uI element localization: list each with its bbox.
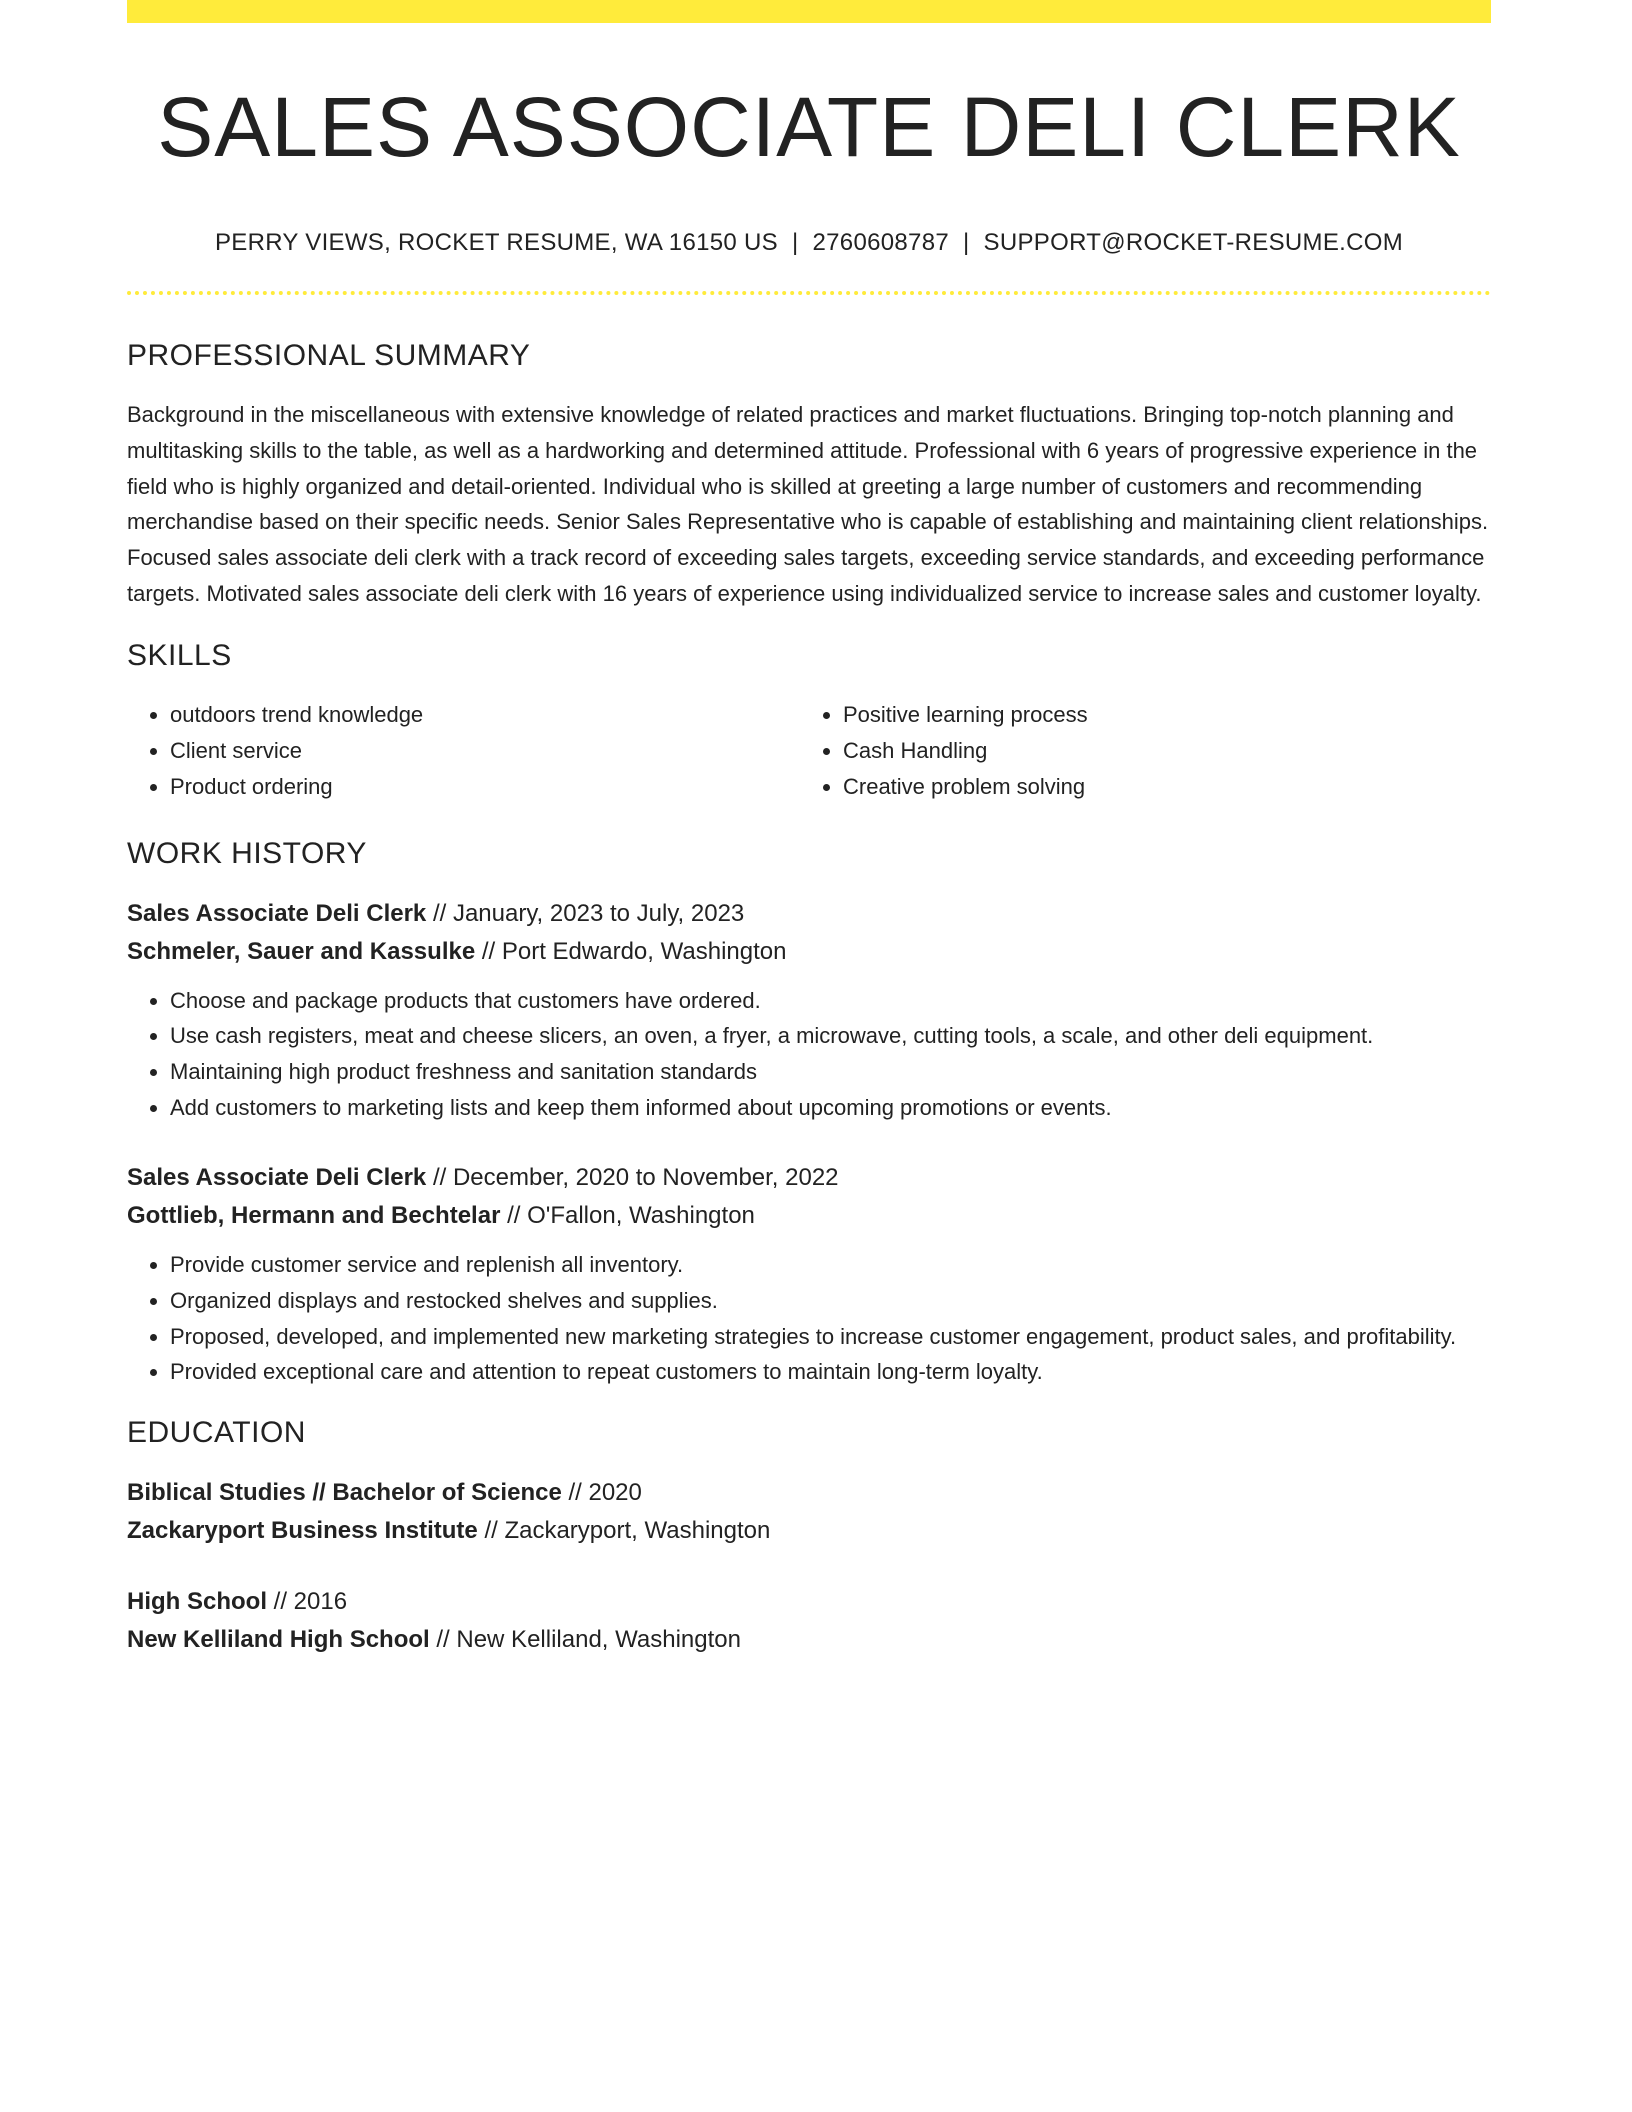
skill-item: • outdoors trend knowledge	[170, 697, 799, 733]
job-location: // Port Edwardo, Washington	[481, 937, 787, 965]
job-duty: • Choose and package products that customers have ordered.	[170, 983, 1491, 1019]
job-company: Schmeler, Sauer and Kassulke	[127, 937, 476, 965]
contact-email: SUPPORT@ROCKET-RESUME.COM	[983, 229, 1404, 257]
job-duty: • Provided exceptional care and attention to repeat customers to maintain long-term loyalty.	[170, 1354, 1491, 1390]
resume-page	[127, 0, 1491, 1659]
job-location: // O'Fallon, Washington	[507, 1202, 755, 1230]
contact-line	[127, 229, 1491, 257]
education-degree: High School	[127, 1588, 267, 1616]
skill-item: • Product ordering	[170, 769, 799, 805]
skill-item: • Client service	[170, 733, 799, 769]
job-duty: • Add customers to marketing lists and keep them informed about upcoming promotions or events.	[170, 1090, 1491, 1126]
skills-heading: SKILLS	[127, 639, 232, 673]
education-year: // 2016	[273, 1588, 348, 1616]
skills-list	[127, 697, 1491, 804]
job-duty: • Use cash registers, meat and cheese slicers, an oven, a fryer, a microwave, cutting tools, a scale, and other deli equipment.	[170, 1018, 1491, 1054]
education-location: // New Kelliland, Washington	[436, 1626, 741, 1654]
top-accent-bar	[127, 0, 1491, 23]
job-duty: • Provide customer service and replenish all inventory.	[170, 1247, 1491, 1283]
contact-address: PERRY VIEWS, ROCKET RESUME, WA 16150 US	[214, 229, 778, 257]
job-duties-list	[127, 983, 1491, 1126]
job-duty: • Proposed, developed, and implemented new marketing strategies to increase customer engagement, product sales, and profitability.	[170, 1319, 1491, 1355]
education-degree-line	[127, 1583, 1491, 1621]
education-heading: EDUCATION	[127, 1416, 306, 1450]
skills-column-right	[799, 697, 1472, 804]
education-degree: Biblical Studies // Bachelor of Science	[127, 1479, 562, 1507]
job-title-line	[127, 895, 1491, 933]
job-position: Sales Associate Deli Clerk	[127, 1164, 427, 1192]
skill-item: • Cash Handling	[843, 733, 1472, 769]
skill-item: • Positive learning process	[843, 697, 1472, 733]
education-year: // 2020	[568, 1479, 642, 1507]
education-school-line	[127, 1621, 1491, 1659]
skills-column-left	[127, 697, 799, 804]
job-title-line	[127, 1159, 1491, 1197]
dotted-divider	[127, 291, 1491, 295]
job-company-line	[127, 1197, 1491, 1235]
education-location: // Zackaryport, Washington	[484, 1517, 771, 1545]
education-school: Zackaryport Business Institute	[127, 1517, 478, 1545]
summary-heading: PROFESSIONAL SUMMARY	[127, 339, 531, 373]
work-history-heading: WORK HISTORY	[127, 836, 367, 870]
education-school-line	[127, 1512, 1491, 1550]
education-school: New Kelliland High School	[127, 1626, 430, 1654]
job-position: Sales Associate Deli Clerk	[127, 899, 427, 927]
job-duty: • Maintaining high product freshness and sanitation standards	[170, 1054, 1491, 1090]
contact-separator: |	[791, 229, 799, 257]
summary-text: Background in the miscellaneous with extensive knowledge of related practices and market fluctuations. Bringing top-notch planning and multitasking skills to the table, as well as a hardworking and determined attitude. Professional with 6 years of progressive experience in the field who is highly organized and detail-oriented. Individual who is skilled at greeting a large number of customers and recommending merchandise based on their specific needs. Senior Sales Representative who is capable of establishing and maintaining client relationships. Focused sales associate deli clerk with a track record of exceeding sales targets, exceeding service standards, and exceeding performance targets. Motivated sales associate deli clerk with 16 years of experience using individualized service to increase sales and customer loyalty.	[127, 402, 1489, 606]
job-dates: // December, 2020 to November, 2022	[432, 1164, 839, 1192]
job-duties-list	[127, 1247, 1491, 1390]
resume-name: SALES ASSOCIATE DELI CLERK	[157, 80, 1461, 174]
contact-separator: |	[963, 229, 970, 257]
education-degree-line	[127, 1474, 1491, 1512]
skill-item: • Creative problem solving	[843, 769, 1472, 805]
contact-phone: 2760608787	[812, 229, 949, 257]
job-dates: // January, 2023 to July, 2023	[432, 899, 745, 927]
job-company: Gottlieb, Hermann and Bechtelar	[127, 1202, 501, 1230]
job-company-line	[127, 933, 1491, 971]
job-duty: • Organized displays and restocked shelves and supplies.	[170, 1283, 1491, 1319]
